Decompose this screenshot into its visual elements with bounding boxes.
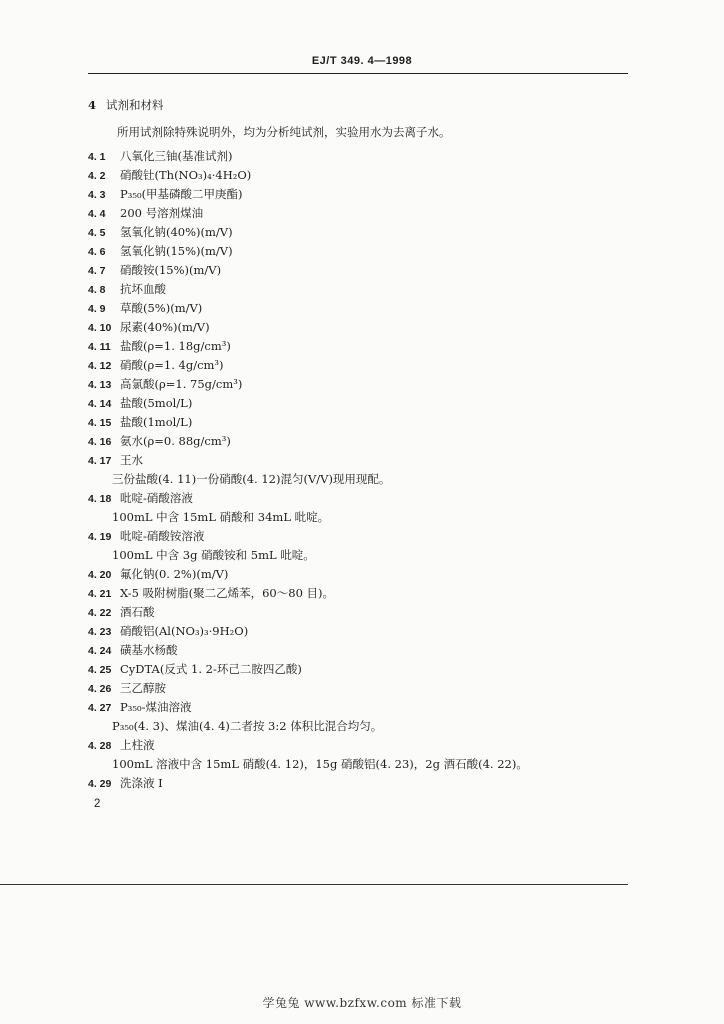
reagent-item (88, 774, 648, 793)
reagent-item (88, 280, 648, 299)
item-number: 4. 23 (88, 626, 112, 638)
item-text: 盐酸(1mol/L) (120, 415, 193, 429)
item-text: 八氧化三铀(基准试剂) (120, 149, 233, 163)
item-note: P₃₅₀(4. 3)、煤油(4. 4)二者按 3:2 体积比混合均匀。 (112, 719, 383, 733)
reagent-item (88, 204, 648, 223)
item-text: CyDTA(反式 1. 2-环己二胺四乙酸) (120, 662, 302, 676)
reagent-item (88, 337, 648, 356)
item-text: 硝酸铵(15%)(m/V) (120, 263, 222, 277)
reagent-item (88, 432, 648, 451)
item-text: 抗坏血酸 (120, 282, 166, 296)
item-number: 4. 20 (88, 569, 112, 581)
reagent-item (88, 736, 648, 755)
item-number: 4. 4 (88, 208, 106, 220)
item-number: 4. 18 (88, 493, 112, 505)
item-number: 4. 26 (88, 683, 112, 695)
item-number: 4. 10 (88, 322, 112, 334)
item-number: 4. 7 (88, 265, 106, 277)
page-number: 2 (94, 798, 101, 810)
item-text: 硝酸钍(Th(NO₃)₄·4H₂O) (120, 168, 252, 182)
item-text: 吡啶-硝酸铵溶液 (120, 529, 205, 543)
item-number: 4. 29 (88, 778, 112, 790)
item-number: 4. 12 (88, 360, 112, 372)
reagent-item (88, 565, 648, 584)
section-heading (88, 97, 164, 113)
item-text: 三乙醇胺 (120, 681, 166, 695)
reagent-item (88, 698, 648, 717)
document-header: EJ/T 349. 4—1998 (311, 55, 413, 67)
reagent-item (88, 394, 648, 413)
item-note: 100mL 溶液中含 15mL 硝酸(4. 12)，15g 硝酸铝(4. 23)，2g 酒石酸(4. 22)。 (112, 757, 528, 771)
item-number: 4. 1 (88, 151, 106, 163)
reagent-item (88, 242, 648, 261)
item-text: 硝酸(ρ=1. 4g/cm³) (120, 358, 224, 372)
item-number: 4. 19 (88, 531, 112, 543)
item-number: 4. 28 (88, 740, 112, 752)
item-number: 4. 16 (88, 436, 112, 448)
item-text: 氢氧化钠(40%)(m/V) (120, 225, 233, 239)
item-text: 酒石酸 (120, 605, 155, 619)
item-number: 4. 21 (88, 588, 112, 600)
section-intro: 所用试剂除特殊说明外，均为分析纯试剂，实验用水为去离子水。 (117, 125, 451, 139)
reagent-item (88, 375, 648, 394)
item-text: P₃₅₀-煤油溶液 (120, 700, 192, 714)
reagent-item (88, 679, 648, 698)
reagent-item (88, 223, 648, 242)
reagent-item (88, 622, 648, 641)
item-text: 磺基水杨酸 (120, 643, 178, 657)
reagent-item (88, 166, 648, 185)
reagent-item (88, 489, 648, 508)
reagent-item (88, 185, 648, 204)
reagent-item (88, 318, 648, 337)
item-number: 4. 22 (88, 607, 112, 619)
reagent-item (88, 603, 648, 622)
reagent-item (88, 413, 648, 432)
reagent-item (88, 356, 648, 375)
section-number: 4 (88, 98, 97, 112)
reagent-item (88, 584, 648, 603)
reagent-item (88, 641, 648, 660)
item-note: 100mL 中含 15mL 硝酸和 34mL 吡啶。 (112, 510, 330, 524)
item-number: 4. 6 (88, 246, 106, 258)
item-text: 氟化钠(0. 2%)(m/V) (120, 567, 229, 581)
item-number: 4. 2 (88, 170, 106, 182)
item-number: 4. 8 (88, 284, 106, 296)
item-number: 4. 5 (88, 227, 106, 239)
reagent-item (88, 527, 648, 546)
item-text: X-5 吸附树脂(聚二乙烯苯，60～80 目)。 (120, 586, 335, 600)
item-text: 氨水(ρ=0. 88g/cm³) (120, 434, 231, 448)
item-number: 4. 3 (88, 189, 106, 201)
reagent-item (88, 660, 648, 679)
item-text: 盐酸(5mol/L) (120, 396, 193, 410)
item-text: 草酸(5%)(m/V) (120, 301, 203, 315)
item-number: 4. 11 (88, 341, 111, 353)
reagent-item (88, 147, 648, 166)
item-text: P₃₅₀(甲基磷酸二甲庚酯) (120, 187, 243, 201)
header-rule (88, 73, 628, 74)
item-note: 100mL 中含 3g 硝酸铵和 5mL 吡啶。 (112, 548, 315, 562)
item-text: 硝酸铝(Al(NO₃)₃·9H₂O) (120, 624, 249, 638)
footer-rule (0, 884, 628, 885)
item-text: 氢氧化钠(15%)(m/V) (120, 244, 233, 258)
reagent-item (88, 299, 648, 318)
item-text: 尿素(40%)(m/V) (120, 320, 210, 334)
item-number: 4. 17 (88, 455, 112, 467)
reagent-list (88, 147, 648, 793)
item-text: 上柱液 (120, 738, 155, 752)
item-text: 洗涤液 I (120, 776, 163, 790)
section-title: 试剂和材料 (106, 98, 164, 112)
item-number: 4. 13 (88, 379, 112, 391)
item-number: 4. 14 (88, 398, 112, 410)
item-text: 高氯酸(ρ=1. 75g/cm³) (120, 377, 243, 391)
item-note: 三份盐酸(4. 11)一份硝酸(4. 12)混匀(V/V)现用现配。 (112, 472, 391, 486)
watermark-footer: 学兔兔 www.bzfxw.com 标准下载 (262, 996, 462, 1010)
reagent-item (88, 261, 648, 280)
item-text: 王水 (120, 453, 143, 467)
item-number: 4. 9 (88, 303, 106, 315)
item-text: 吡啶-硝酸溶液 (120, 491, 193, 505)
item-number: 4. 25 (88, 664, 112, 676)
item-number: 4. 15 (88, 417, 112, 429)
reagent-item (88, 451, 648, 470)
item-number: 4. 24 (88, 645, 112, 657)
item-text: 200 号溶剂煤油 (120, 206, 204, 220)
item-number: 4. 27 (88, 702, 112, 714)
item-text: 盐酸(ρ=1. 18g/cm³) (120, 339, 231, 353)
